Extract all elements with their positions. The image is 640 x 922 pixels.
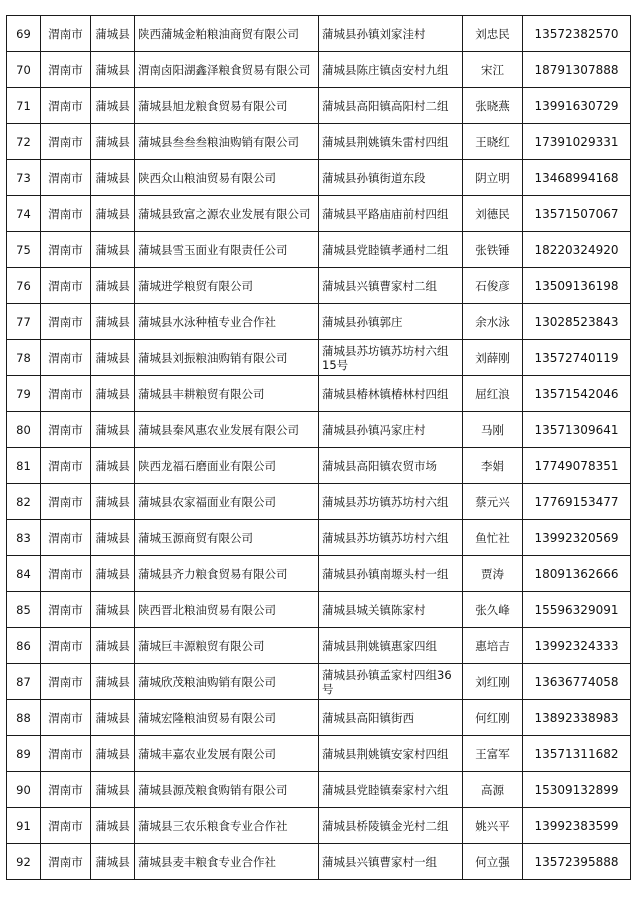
address-cell: 蒲城县兴镇曹家村一组 xyxy=(319,844,463,880)
contact-person-cell: 王富军 xyxy=(463,736,523,772)
company-name-cell: 蒲城丰嘉农业发展有限公司 xyxy=(135,736,319,772)
table-row xyxy=(7,484,631,520)
county-cell: 蒲城县 xyxy=(91,16,135,52)
row-number-cell: 90 xyxy=(7,772,41,808)
county-cell: 蒲城县 xyxy=(91,664,135,700)
address-cell: 蒲城县高阳镇农贸市场 xyxy=(319,448,463,484)
city-cell: 渭南市 xyxy=(41,628,91,664)
address-cell: 蒲城县孙镇冯家庄村 xyxy=(319,412,463,448)
city-cell: 渭南市 xyxy=(41,376,91,412)
address-cell: 蒲城县荆姚镇惠家四组 xyxy=(319,628,463,664)
phone-number-cell: 18220324920 xyxy=(523,232,631,268)
phone-number-cell: 13572382570 xyxy=(523,16,631,52)
city-cell: 渭南市 xyxy=(41,484,91,520)
city-cell: 渭南市 xyxy=(41,196,91,232)
company-name-cell: 蒲城县源茂粮食购销有限公司 xyxy=(135,772,319,808)
row-number-cell: 71 xyxy=(7,88,41,124)
company-name-cell: 渭南卤阳湖鑫泽粮食贸易有限公司 xyxy=(135,52,319,88)
contact-person-cell: 何立强 xyxy=(463,844,523,880)
county-cell: 蒲城县 xyxy=(91,268,135,304)
row-number-cell: 80 xyxy=(7,412,41,448)
company-name-cell: 蒲城宏隆粮油贸易有限公司 xyxy=(135,700,319,736)
table-row xyxy=(7,628,631,664)
city-cell: 渭南市 xyxy=(41,844,91,880)
county-cell: 蒲城县 xyxy=(91,556,135,592)
table-row xyxy=(7,304,631,340)
company-name-cell: 蒲城玉源商贸有限公司 xyxy=(135,520,319,556)
row-number-cell: 86 xyxy=(7,628,41,664)
county-cell: 蒲城县 xyxy=(91,520,135,556)
county-cell: 蒲城县 xyxy=(91,52,135,88)
phone-number-cell: 13509136198 xyxy=(523,268,631,304)
contact-person-cell: 阴立明 xyxy=(463,160,523,196)
address-cell: 蒲城县孙镇南塬头村一组 xyxy=(319,556,463,592)
table-row xyxy=(7,376,631,412)
contact-person-cell: 贾涛 xyxy=(463,556,523,592)
table-row xyxy=(7,412,631,448)
city-cell: 渭南市 xyxy=(41,340,91,376)
county-cell: 蒲城县 xyxy=(91,844,135,880)
row-number-cell: 88 xyxy=(7,700,41,736)
address-cell: 蒲城县苏坊镇苏坊村六组 xyxy=(319,484,463,520)
county-cell: 蒲城县 xyxy=(91,628,135,664)
company-name-cell: 陕西众山粮油贸易有限公司 xyxy=(135,160,319,196)
city-cell: 渭南市 xyxy=(41,592,91,628)
table-row xyxy=(7,196,631,232)
address-cell: 蒲城县高阳镇街西 xyxy=(319,700,463,736)
contact-person-cell: 蔡元兴 xyxy=(463,484,523,520)
city-cell: 渭南市 xyxy=(41,88,91,124)
company-name-cell: 蒲城县叁叁叁粮油购销有限公司 xyxy=(135,124,319,160)
county-cell: 蒲城县 xyxy=(91,88,135,124)
contact-person-cell: 高源 xyxy=(463,772,523,808)
city-cell: 渭南市 xyxy=(41,520,91,556)
row-number-cell: 78 xyxy=(7,340,41,376)
row-number-cell: 72 xyxy=(7,124,41,160)
table-row xyxy=(7,556,631,592)
contact-person-cell: 鱼忙社 xyxy=(463,520,523,556)
phone-number-cell: 18091362666 xyxy=(523,556,631,592)
phone-number-cell: 13636774058 xyxy=(523,664,631,700)
contact-person-cell: 刘薛刚 xyxy=(463,340,523,376)
city-cell: 渭南市 xyxy=(41,268,91,304)
county-cell: 蒲城县 xyxy=(91,196,135,232)
contact-person-cell: 张晓燕 xyxy=(463,88,523,124)
company-name-cell: 蒲城县水泳种植专业合作社 xyxy=(135,304,319,340)
row-number-cell: 74 xyxy=(7,196,41,232)
row-number-cell: 92 xyxy=(7,844,41,880)
address-cell: 蒲城县高阳镇高阳村二组 xyxy=(319,88,463,124)
city-cell: 渭南市 xyxy=(41,772,91,808)
phone-number-cell: 13028523843 xyxy=(523,304,631,340)
table-row xyxy=(7,268,631,304)
company-name-cell: 蒲城县刘振粮油购销有限公司 xyxy=(135,340,319,376)
company-name-cell: 蒲城县农家福面业有限公司 xyxy=(135,484,319,520)
county-cell: 蒲城县 xyxy=(91,124,135,160)
address-cell: 蒲城县荆姚镇朱雷村四组 xyxy=(319,124,463,160)
row-number-cell: 76 xyxy=(7,268,41,304)
phone-number-cell: 13992324333 xyxy=(523,628,631,664)
phone-number-cell: 13571507067 xyxy=(523,196,631,232)
phone-number-cell: 13571309641 xyxy=(523,412,631,448)
phone-number-cell: 17769153477 xyxy=(523,484,631,520)
contact-person-cell: 张久峰 xyxy=(463,592,523,628)
phone-number-cell: 13468994168 xyxy=(523,160,631,196)
city-cell: 渭南市 xyxy=(41,52,91,88)
company-name-cell: 陕西蒲城金粕粮油商贸有限公司 xyxy=(135,16,319,52)
row-number-cell: 70 xyxy=(7,52,41,88)
address-cell: 蒲城县孙镇郭庄 xyxy=(319,304,463,340)
county-cell: 蒲城县 xyxy=(91,484,135,520)
city-cell: 渭南市 xyxy=(41,232,91,268)
phone-number-cell: 17391029331 xyxy=(523,124,631,160)
county-cell: 蒲城县 xyxy=(91,772,135,808)
city-cell: 渭南市 xyxy=(41,808,91,844)
city-cell: 渭南市 xyxy=(41,556,91,592)
company-name-cell: 蒲城县旭龙粮食贸易有限公司 xyxy=(135,88,319,124)
table-row xyxy=(7,124,631,160)
row-number-cell: 79 xyxy=(7,376,41,412)
contact-person-cell: 刘忠民 xyxy=(463,16,523,52)
table-row xyxy=(7,160,631,196)
phone-number-cell: 15596329091 xyxy=(523,592,631,628)
table-row xyxy=(7,664,631,700)
table-row xyxy=(7,232,631,268)
phone-number-cell: 15309132899 xyxy=(523,772,631,808)
address-cell: 蒲城县党睦镇孝通村二组 xyxy=(319,232,463,268)
row-number-cell: 83 xyxy=(7,520,41,556)
company-name-cell: 陕西晋北粮油贸易有限公司 xyxy=(135,592,319,628)
phone-number-cell: 13572740119 xyxy=(523,340,631,376)
row-number-cell: 89 xyxy=(7,736,41,772)
address-cell: 蒲城县孙镇刘家洼村 xyxy=(319,16,463,52)
contact-person-cell: 刘德民 xyxy=(463,196,523,232)
county-cell: 蒲城县 xyxy=(91,808,135,844)
address-cell: 蒲城县荆姚镇安家村四组 xyxy=(319,736,463,772)
grain-enterprise-table xyxy=(6,15,631,880)
city-cell: 渭南市 xyxy=(41,664,91,700)
company-name-cell: 蒲城县丰耕粮贸有限公司 xyxy=(135,376,319,412)
contact-person-cell: 余水泳 xyxy=(463,304,523,340)
contact-person-cell: 屈红浪 xyxy=(463,376,523,412)
city-cell: 渭南市 xyxy=(41,448,91,484)
city-cell: 渭南市 xyxy=(41,304,91,340)
city-cell: 渭南市 xyxy=(41,412,91,448)
table-row xyxy=(7,16,631,52)
row-number-cell: 85 xyxy=(7,592,41,628)
company-name-cell: 陕西龙福石磨面业有限公司 xyxy=(135,448,319,484)
company-name-cell: 蒲城县三农乐粮食专业合作社 xyxy=(135,808,319,844)
company-name-cell: 蒲城欣茂粮油购销有限公司 xyxy=(135,664,319,700)
row-number-cell: 69 xyxy=(7,16,41,52)
table-row xyxy=(7,340,631,376)
table-row xyxy=(7,700,631,736)
phone-number-cell: 18791307888 xyxy=(523,52,631,88)
city-cell: 渭南市 xyxy=(41,736,91,772)
table-row xyxy=(7,88,631,124)
county-cell: 蒲城县 xyxy=(91,736,135,772)
address-cell: 蒲城县城关镇陈家村 xyxy=(319,592,463,628)
company-name-cell: 蒲城县致富之源农业发展有限公司 xyxy=(135,196,319,232)
company-name-cell: 蒲城进学粮贸有限公司 xyxy=(135,268,319,304)
contact-person-cell: 宋江 xyxy=(463,52,523,88)
row-number-cell: 91 xyxy=(7,808,41,844)
contact-person-cell: 刘红刚 xyxy=(463,664,523,700)
city-cell: 渭南市 xyxy=(41,160,91,196)
contact-person-cell: 李娟 xyxy=(463,448,523,484)
address-cell: 蒲城县桥陵镇金光村二组 xyxy=(319,808,463,844)
contact-person-cell: 石俊彦 xyxy=(463,268,523,304)
address-cell: 蒲城县孙镇孟家村四组36号 xyxy=(319,664,463,700)
address-cell: 蒲城县苏坊镇苏坊村六组 xyxy=(319,520,463,556)
table-row xyxy=(7,844,631,880)
county-cell: 蒲城县 xyxy=(91,412,135,448)
row-number-cell: 82 xyxy=(7,484,41,520)
phone-number-cell: 17749078351 xyxy=(523,448,631,484)
address-cell: 蒲城县苏坊镇苏坊村六组15号 xyxy=(319,340,463,376)
contact-person-cell: 何红刚 xyxy=(463,700,523,736)
table-row xyxy=(7,772,631,808)
table-row xyxy=(7,808,631,844)
table-body xyxy=(7,16,631,880)
company-name-cell: 蒲城县秦风惠农业发展有限公司 xyxy=(135,412,319,448)
address-cell: 蒲城县党睦镇秦家村六组 xyxy=(319,772,463,808)
address-cell: 蒲城县平路庙庙前村四组 xyxy=(319,196,463,232)
address-cell: 蒲城县椿林镇椿林村四组 xyxy=(319,376,463,412)
county-cell: 蒲城县 xyxy=(91,232,135,268)
city-cell: 渭南市 xyxy=(41,700,91,736)
company-name-cell: 蒲城县雪玉面业有限责任公司 xyxy=(135,232,319,268)
phone-number-cell: 13992320569 xyxy=(523,520,631,556)
company-name-cell: 蒲城县麦丰粮食专业合作社 xyxy=(135,844,319,880)
phone-number-cell: 13892338983 xyxy=(523,700,631,736)
contact-person-cell: 惠培吉 xyxy=(463,628,523,664)
table-row xyxy=(7,520,631,556)
phone-number-cell: 13572395888 xyxy=(523,844,631,880)
company-name-cell: 蒲城县齐力粮食贸易有限公司 xyxy=(135,556,319,592)
table-row xyxy=(7,592,631,628)
table-row xyxy=(7,736,631,772)
row-number-cell: 75 xyxy=(7,232,41,268)
contact-person-cell: 马刚 xyxy=(463,412,523,448)
table-row xyxy=(7,448,631,484)
phone-number-cell: 13992383599 xyxy=(523,808,631,844)
company-name-cell: 蒲城巨丰源粮贸有限公司 xyxy=(135,628,319,664)
contact-person-cell: 张铁锤 xyxy=(463,232,523,268)
phone-number-cell: 13991630729 xyxy=(523,88,631,124)
address-cell: 蒲城县兴镇曹家村二组 xyxy=(319,268,463,304)
contact-person-cell: 姚兴平 xyxy=(463,808,523,844)
row-number-cell: 73 xyxy=(7,160,41,196)
city-cell: 渭南市 xyxy=(41,124,91,160)
city-cell: 渭南市 xyxy=(41,16,91,52)
county-cell: 蒲城县 xyxy=(91,304,135,340)
county-cell: 蒲城县 xyxy=(91,160,135,196)
phone-number-cell: 13571542046 xyxy=(523,376,631,412)
address-cell: 蒲城县陈庄镇卤安村九组 xyxy=(319,52,463,88)
address-cell: 蒲城县孙镇街道东段 xyxy=(319,160,463,196)
table-row xyxy=(7,52,631,88)
row-number-cell: 77 xyxy=(7,304,41,340)
row-number-cell: 87 xyxy=(7,664,41,700)
county-cell: 蒲城县 xyxy=(91,448,135,484)
phone-number-cell: 13571311682 xyxy=(523,736,631,772)
contact-person-cell: 王晓红 xyxy=(463,124,523,160)
county-cell: 蒲城县 xyxy=(91,700,135,736)
county-cell: 蒲城县 xyxy=(91,340,135,376)
row-number-cell: 84 xyxy=(7,556,41,592)
county-cell: 蒲城县 xyxy=(91,592,135,628)
row-number-cell: 81 xyxy=(7,448,41,484)
county-cell: 蒲城县 xyxy=(91,376,135,412)
